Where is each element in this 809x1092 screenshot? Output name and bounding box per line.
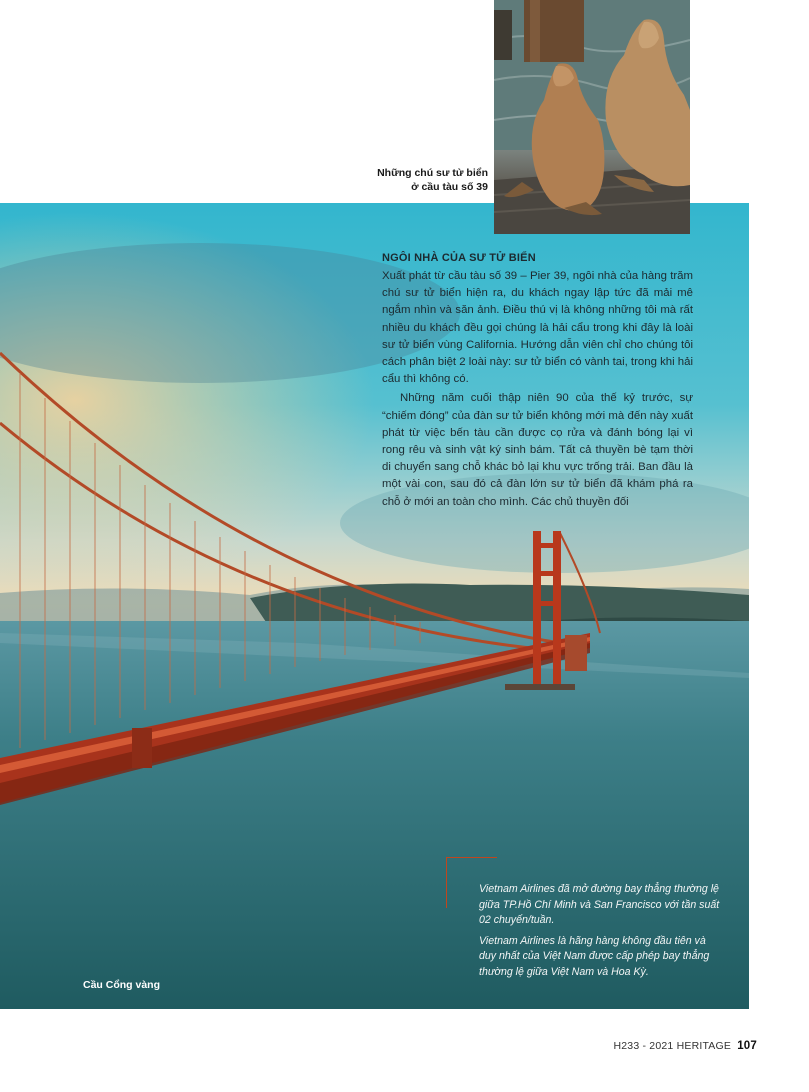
sea-lion-caption-line1: Những chú sư tử biển [377, 167, 488, 179]
info-box-line-1: Vietnam Airlines đã mở đường bay thẳng thường lệ giữa TP.Hồ Chí Minh và San Francisco với tần suất 02 chuyến/tuần. [479, 883, 720, 927]
sea-lion-photo [494, 0, 690, 234]
sea-lion-caption [368, 166, 488, 194]
info-box [479, 882, 725, 986]
article-paragraph-2: Những năm cuối thập niên 90 của thế kỷ trước, sự “chiếm đóng” của đàn sư tử biển không mới mà đến này xuất phát từ việc bến tàu cần được cọ rửa và đánh bóng lại vì rong rêu và sinh vật ký sinh bám. Tất cả thuyền bè tạm thời di chuyển sang chỗ khác bỏ lại khu vực trống trải. Ban đầu là một vài con, sau đó cả đàn lớn sư tử biển đã khám phá ra chỗ ở mới an toàn cho mình. Các chủ thuyền đối [382, 392, 693, 508]
article-title: NGÔI NHÀ CỦA SƯ TỬ BIỂN [382, 252, 536, 264]
sea-lion-illustration [494, 0, 690, 234]
page-number: 107 [737, 1040, 757, 1052]
article [382, 250, 693, 511]
magazine-brand: HERITAGE [676, 1040, 732, 1052]
bridge-caption: Cầu Cổng vàng [83, 979, 161, 991]
issue-label: H233 - 2021 [613, 1040, 674, 1052]
page-footer [613, 1040, 757, 1052]
info-box-line-2: Vietnam Airlines là hãng hàng không đầu tiên và duy nhất của Việt Nam được cấp phép bay thẳng thường lệ giữa Việt Nam và Hoa Kỳ. [479, 934, 710, 978]
sea-lion-caption-line2: ở cầu tàu số 39 [411, 181, 488, 193]
article-paragraph-1: Xuất phát từ cầu tàu số 39 – Pier 39, ngôi nhà của hàng trăm chú sư tử biển hiện ra, du khách ngay lập tức đã mải mê ngắm nhìn và săn ảnh. Điều thú vị là không những tôi mà rất nhiều du khách đều gọi chúng là hải cẩu trong khi đây là loài sư tử biển vùng California. Hướng dẫn viên chỉ cho chúng tôi cách phân biệt 2 loài này: sư tử biển có vành tai, trong khi hải cẩu thì không có. [382, 270, 693, 386]
